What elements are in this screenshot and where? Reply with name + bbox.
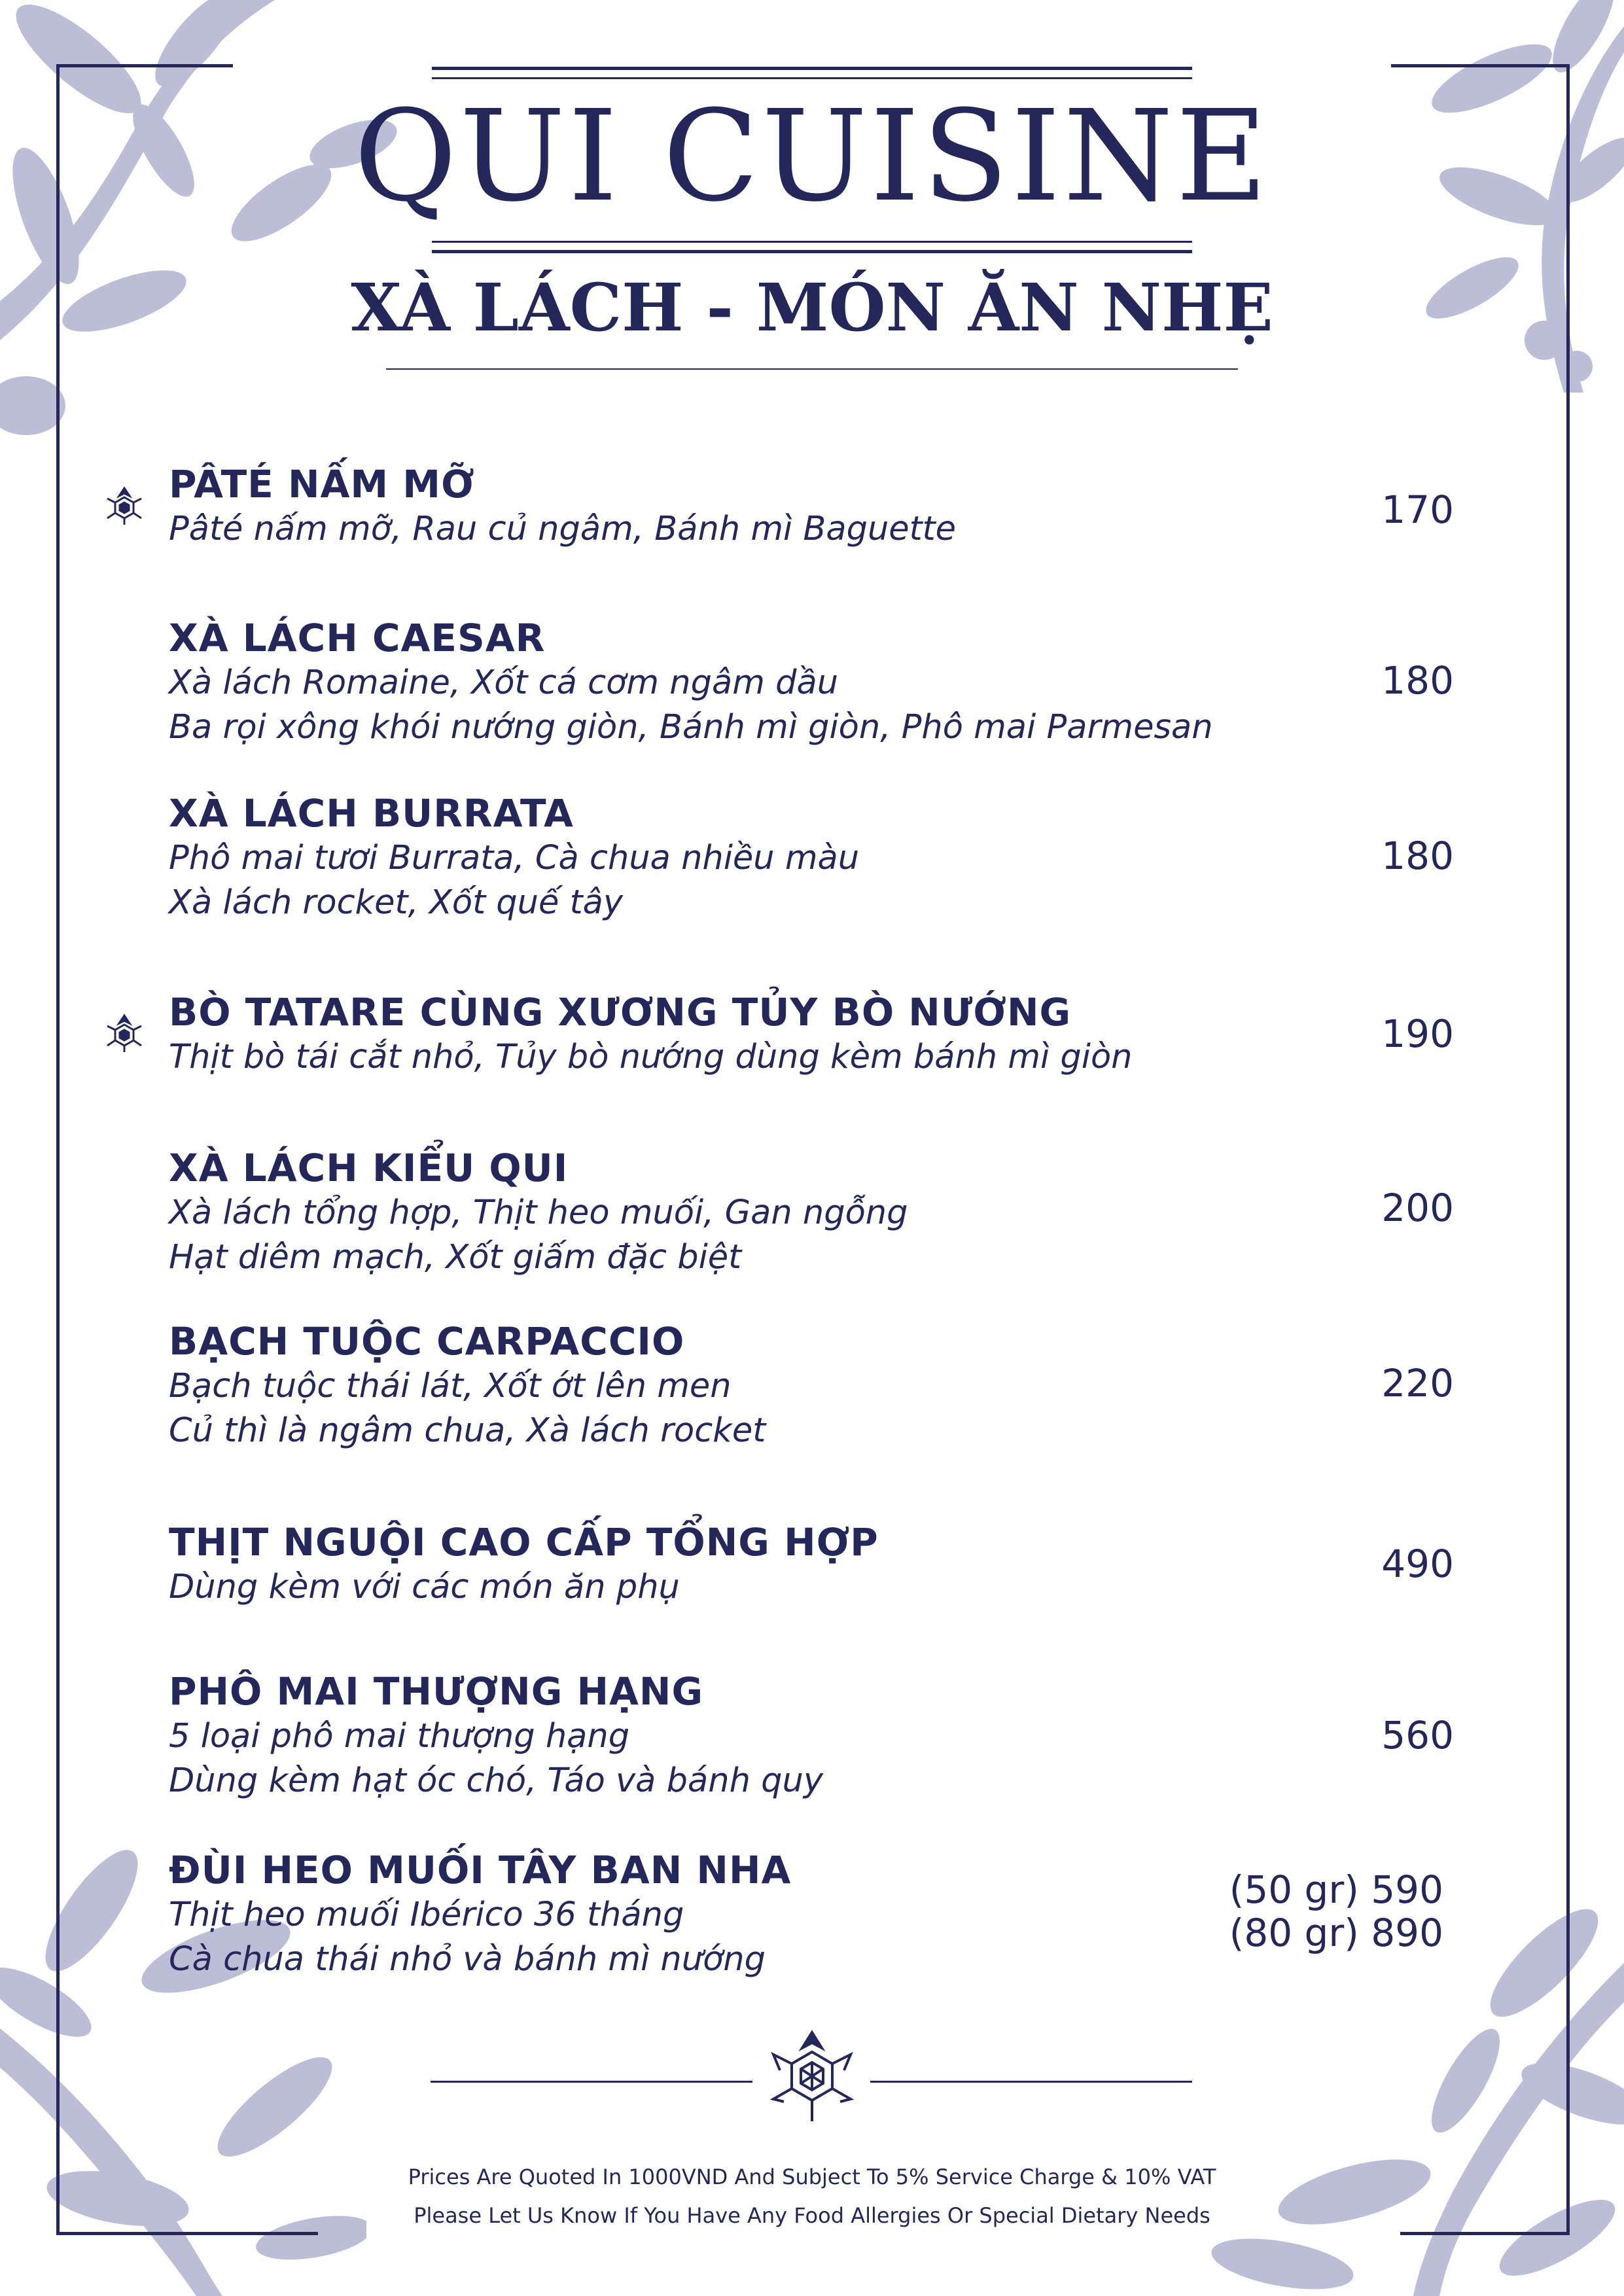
item-description: Ba rọi xông khói nướng giòn, Bánh mì giòn, Phô mai Parmesan [169, 708, 1213, 747]
menu-item [169, 1669, 1451, 1803]
item-name: XÀ LÁCH KIỂU QUI [169, 1146, 569, 1190]
leaf-branch-icon-top-left [0, 0, 419, 471]
item-price: 200 [1381, 1186, 1454, 1230]
item-name: PHÔ MAI THƯỢNG HẠNG [169, 1669, 704, 1714]
item-name: BÒ TATARE CÙNG XƯƠNG TỦY BÒ NƯỚNG [169, 990, 1072, 1034]
menu-item [169, 989, 1451, 1080]
item-description: Hạt diêm mạch, Xốt giấm đặc biệt [169, 1238, 742, 1277]
item-name: ĐÙI HEO MUỐI TÂY BAN NHA [169, 1848, 792, 1892]
item-description: Dùng kèm với các món ăn phụ [169, 1568, 680, 1606]
title-rule-bottom-2 [432, 250, 1192, 253]
title-rule-top-1 [432, 67, 1192, 70]
turtle-emblem-icon [767, 2028, 857, 2127]
item-description: 5 loại phô mai thượng hạng [169, 1717, 630, 1756]
item-description: Pâté nấm mỡ, Rau củ ngâm, Bánh mì Baguette [169, 510, 957, 548]
frame-right [1566, 64, 1570, 2235]
section-title-underline [386, 368, 1238, 370]
item-description: Cà chua thái nhỏ và bánh mì nướng [169, 1940, 766, 1979]
frame-bottom-right-stub [1400, 2232, 1570, 2235]
item-name: THỊT NGUỘI CAO CẤP TỔNG HỢP [169, 1520, 879, 1564]
item-description: Xà lách tổng hợp, Thịt heo muối, Gan ngỗng [169, 1193, 908, 1232]
frame-left [56, 64, 60, 2235]
footer-divider-right [870, 2081, 1192, 2083]
title-rule-top-2 [432, 77, 1192, 79]
item-name: BẠCH TUỘC CARPACCIO [169, 1319, 685, 1364]
item-name: PÂTÉ NẤM MỠ [169, 462, 475, 506]
item-price: 170 [1381, 487, 1454, 532]
menu-item [169, 615, 1451, 750]
footer-allergy-note: Please Let Us Know If You Have Any Food Allergies Or Special Dietary Needs [414, 2203, 1210, 2228]
item-name: XÀ LÁCH CAESAR [169, 616, 546, 660]
menu-item [169, 1318, 1451, 1453]
menu-item [169, 1519, 1451, 1610]
item-price: 490 [1381, 1542, 1454, 1586]
restaurant-title: QUI CUISINE [353, 84, 1271, 230]
item-description: Xà lách rocket, Xốt quế tây [169, 883, 624, 922]
frame-top-right-stub [1391, 64, 1570, 67]
item-description: Bạch tuộc thái lát, Xốt ớt lên men [169, 1367, 732, 1405]
item-description: Dùng kèm hạt óc chó, Táo và bánh quy [169, 1761, 824, 1800]
frame-bottom-left-stub [56, 2232, 318, 2235]
item-price: (80 gr) 890 [1229, 1911, 1443, 1955]
item-description: Thịt bò tái cắt nhỏ, Tủy bò nướng dùng kèm bánh mì giòn [169, 1038, 1133, 1076]
section-title: XÀ LÁCH - MÓN ĂN NHẸ [351, 269, 1273, 346]
item-price: 190 [1381, 1012, 1454, 1056]
turtle-emblem-icon [103, 1013, 145, 1055]
item-price: 560 [1381, 1713, 1454, 1757]
menu-item [169, 461, 1451, 552]
item-name: XÀ LÁCH BURRATA [169, 791, 574, 836]
frame-top-left-stub [56, 64, 233, 67]
footer-divider-left [431, 2081, 752, 2083]
turtle-emblem-icon [103, 486, 145, 527]
menu-item [169, 1145, 1451, 1280]
menu-item [169, 790, 1451, 925]
item-description: Xà lách Romaine, Xốt cá cơm ngâm dầu [169, 663, 839, 702]
item-price: 180 [1381, 834, 1454, 878]
item-price: 220 [1381, 1361, 1454, 1405]
item-price: (50 gr) 590 [1229, 1867, 1443, 1912]
item-price: 180 [1381, 658, 1454, 703]
item-description: Củ thì là ngâm chua, Xà lách rocket [169, 1411, 766, 1450]
item-description: Phô mai tươi Burrata, Cà chua nhiều màu [169, 839, 860, 877]
item-description: Thịt heo muối Ibérico 36 tháng [169, 1896, 684, 1934]
footer-pricing-note: Prices Are Quoted In 1000VND And Subject To 5% Service Charge & 10% VAT [408, 2164, 1216, 2189]
title-rule-bottom-1 [432, 241, 1192, 243]
